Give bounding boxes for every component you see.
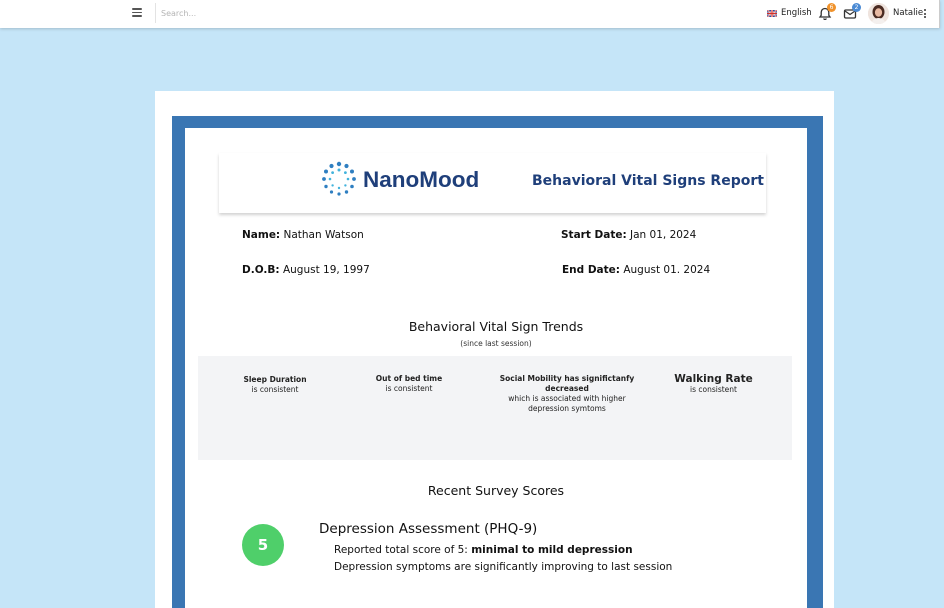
start-date: [561, 229, 696, 241]
start-date-value: Jan 01, 2024: [630, 229, 697, 241]
report-frame: [172, 116, 823, 608]
trend-title: Out of bed time: [375, 374, 443, 383]
end-date-value: August 01. 2024: [623, 264, 711, 276]
score-badge: 5: [242, 524, 284, 566]
assessment-title: Depression Assessment (PHQ-9): [319, 521, 538, 537]
end-date: [562, 264, 710, 276]
hamburger-menu-icon[interactable]: [132, 8, 142, 17]
trends-subtitle: (since last session): [460, 339, 532, 348]
messages-badge: 2: [852, 3, 861, 12]
trend-title: Walking Rate: [674, 373, 753, 385]
trend-title: Sleep Duration: [243, 375, 307, 384]
more-options-icon[interactable]: [924, 9, 927, 19]
start-date-label: Start Date:: [561, 229, 627, 241]
notifications-badge: 6: [827, 3, 836, 12]
assessment-trend-line: Depression symptoms are significantly improving to last session: [334, 561, 673, 573]
trend-walking-rate: [656, 373, 771, 395]
patient-name: [242, 229, 364, 241]
trend-status: is consistent: [385, 384, 433, 393]
search-box: [155, 3, 455, 23]
name-value: Nathan Watson: [283, 229, 364, 241]
survey-title: Recent Survey Scores: [427, 483, 565, 498]
dob-value: August 19, 1997: [282, 264, 370, 276]
language-label: English: [781, 8, 812, 18]
user-name[interactable]: Natalie: [893, 8, 924, 18]
dob-label: D.O.B:: [242, 264, 280, 276]
trend-out-of-bed-time: [352, 374, 466, 394]
score-severity: minimal to mild depression: [471, 544, 633, 556]
search-input[interactable]: [161, 5, 441, 21]
trends-title: Behavioral Vital Sign Trends: [408, 319, 584, 334]
messages-button[interactable]: [842, 6, 858, 22]
nanomood-logo-icon: [321, 161, 357, 197]
notifications-button[interactable]: [817, 6, 833, 22]
user-avatar-icon: [868, 3, 889, 24]
brand-name: NanoMood: [363, 167, 480, 192]
trend-status-detail: depression symtoms: [528, 404, 606, 413]
report-content: [185, 128, 807, 608]
score-line-prefix: Reported total score of 5:: [334, 544, 468, 556]
assessment-score-line: [334, 544, 633, 556]
uk-flag-icon: [767, 10, 777, 17]
language-selector[interactable]: [767, 7, 812, 19]
trend-social-mobility: [492, 374, 642, 414]
trends-panel: [198, 356, 792, 460]
report-page: [155, 91, 834, 608]
avatar[interactable]: [868, 3, 889, 24]
trend-sleep-duration: [218, 375, 332, 395]
trend-status: which is associated with higher: [508, 394, 626, 403]
trend-title: Social Mobility has significtanfy decreased: [499, 374, 635, 393]
report-header: [219, 153, 766, 213]
trend-status: is consistent: [251, 385, 299, 394]
end-date-label: End Date:: [562, 264, 620, 276]
name-label: Name:: [242, 229, 281, 241]
report-title: Behavioral Vital Signs Report: [532, 173, 764, 189]
patient-dob: [242, 264, 370, 276]
top-bar: [0, 0, 940, 28]
trend-status: is consistent: [690, 385, 737, 394]
